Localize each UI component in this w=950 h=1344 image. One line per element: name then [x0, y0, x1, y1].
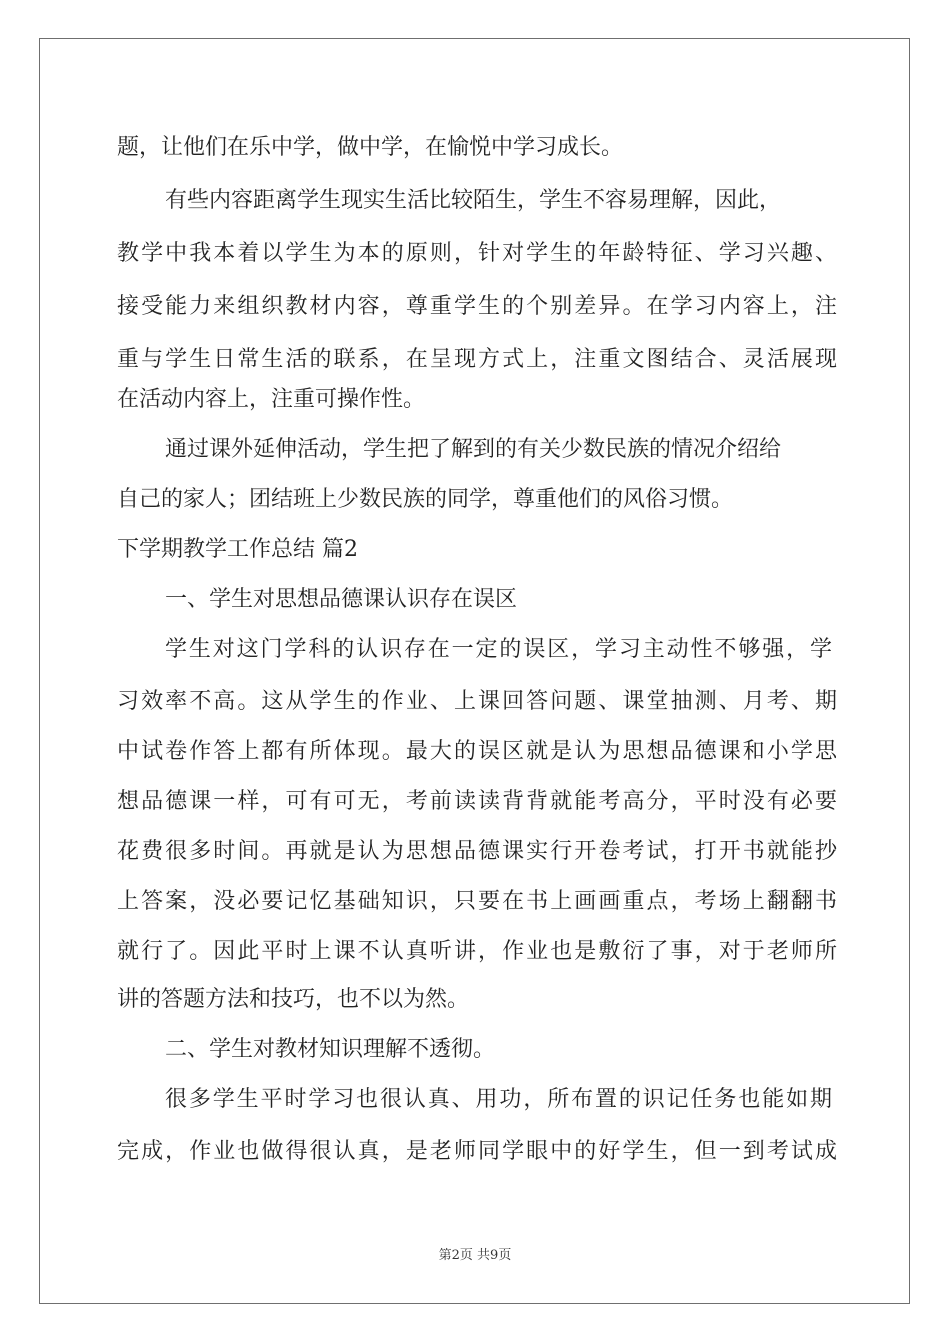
text-line: 习效率不高。这从学生的作业、上课回答问题、课堂抽测、月考、期 — [117, 689, 837, 714]
section-heading: 二、学生对教材知识理解不透彻。 — [165, 1037, 496, 1062]
page-footer: 第2页 共9页 — [438, 1248, 512, 1263]
text-line: 自己的家人；团结班上少数民族的同学，尊重他们的风俗习惯。 — [117, 487, 734, 512]
text-line: 上答案，没必要记忆基础知识，只要在书上画画重点，考场上翻翻书 — [117, 889, 837, 914]
text-line: 重与学生日常生活的联系，在呈现方式上，注重文图结合、灵活展现 — [117, 347, 837, 372]
text-line: 讲的答题方法和技巧，也不以为然。 — [117, 987, 470, 1012]
text-line: 接受能力来组织教材内容，尊重学生的个别差异。在学习内容上，注 — [117, 294, 837, 319]
text-line: 完成，作业也做得很认真，是老师同学眼中的好学生，但一到考试成 — [117, 1139, 837, 1164]
text-line: 学生对这门学科的认识存在一定的误区，学习主动性不够强，学 — [165, 637, 832, 662]
section-title: 下学期教学工作总结 篇2 — [117, 537, 358, 562]
section-heading: 一、学生对思想品德课认识存在误区 — [165, 587, 518, 612]
text-line: 花费很多时间。再就是认为思想品德课实行开卷考试，打开书就能抄 — [117, 839, 837, 864]
text-line: 想品德课一样，可有可无，考前读读背背就能考高分，平时没有必要 — [117, 789, 837, 814]
text-line: 在活动内容上，注重可操作性。 — [117, 387, 426, 412]
text-line: 就行了。因此平时上课不认真听讲，作业也是敷衍了事，对于老师所 — [117, 939, 837, 964]
text-line: 很多学生平时学习也很认真、用功，所布置的识记任务也能如期 — [165, 1087, 832, 1112]
text-line: 题，让他们在乐中学，做中学，在愉悦中学习成长。 — [117, 135, 624, 160]
text-line: 教学中我本着以学生为本的原则，针对学生的年龄特征、学习兴趣、 — [117, 241, 837, 266]
text-line: 有些内容距离学生现实生活比较陌生，学生不容易理解，因此， — [165, 188, 782, 213]
text-line: 通过课外延伸活动，学生把了解到的有关少数民族的情况介绍给 — [165, 437, 782, 462]
text-line: 中试卷作答上都有所体现。最大的误区就是认为思想品德课和小学思 — [117, 739, 837, 764]
